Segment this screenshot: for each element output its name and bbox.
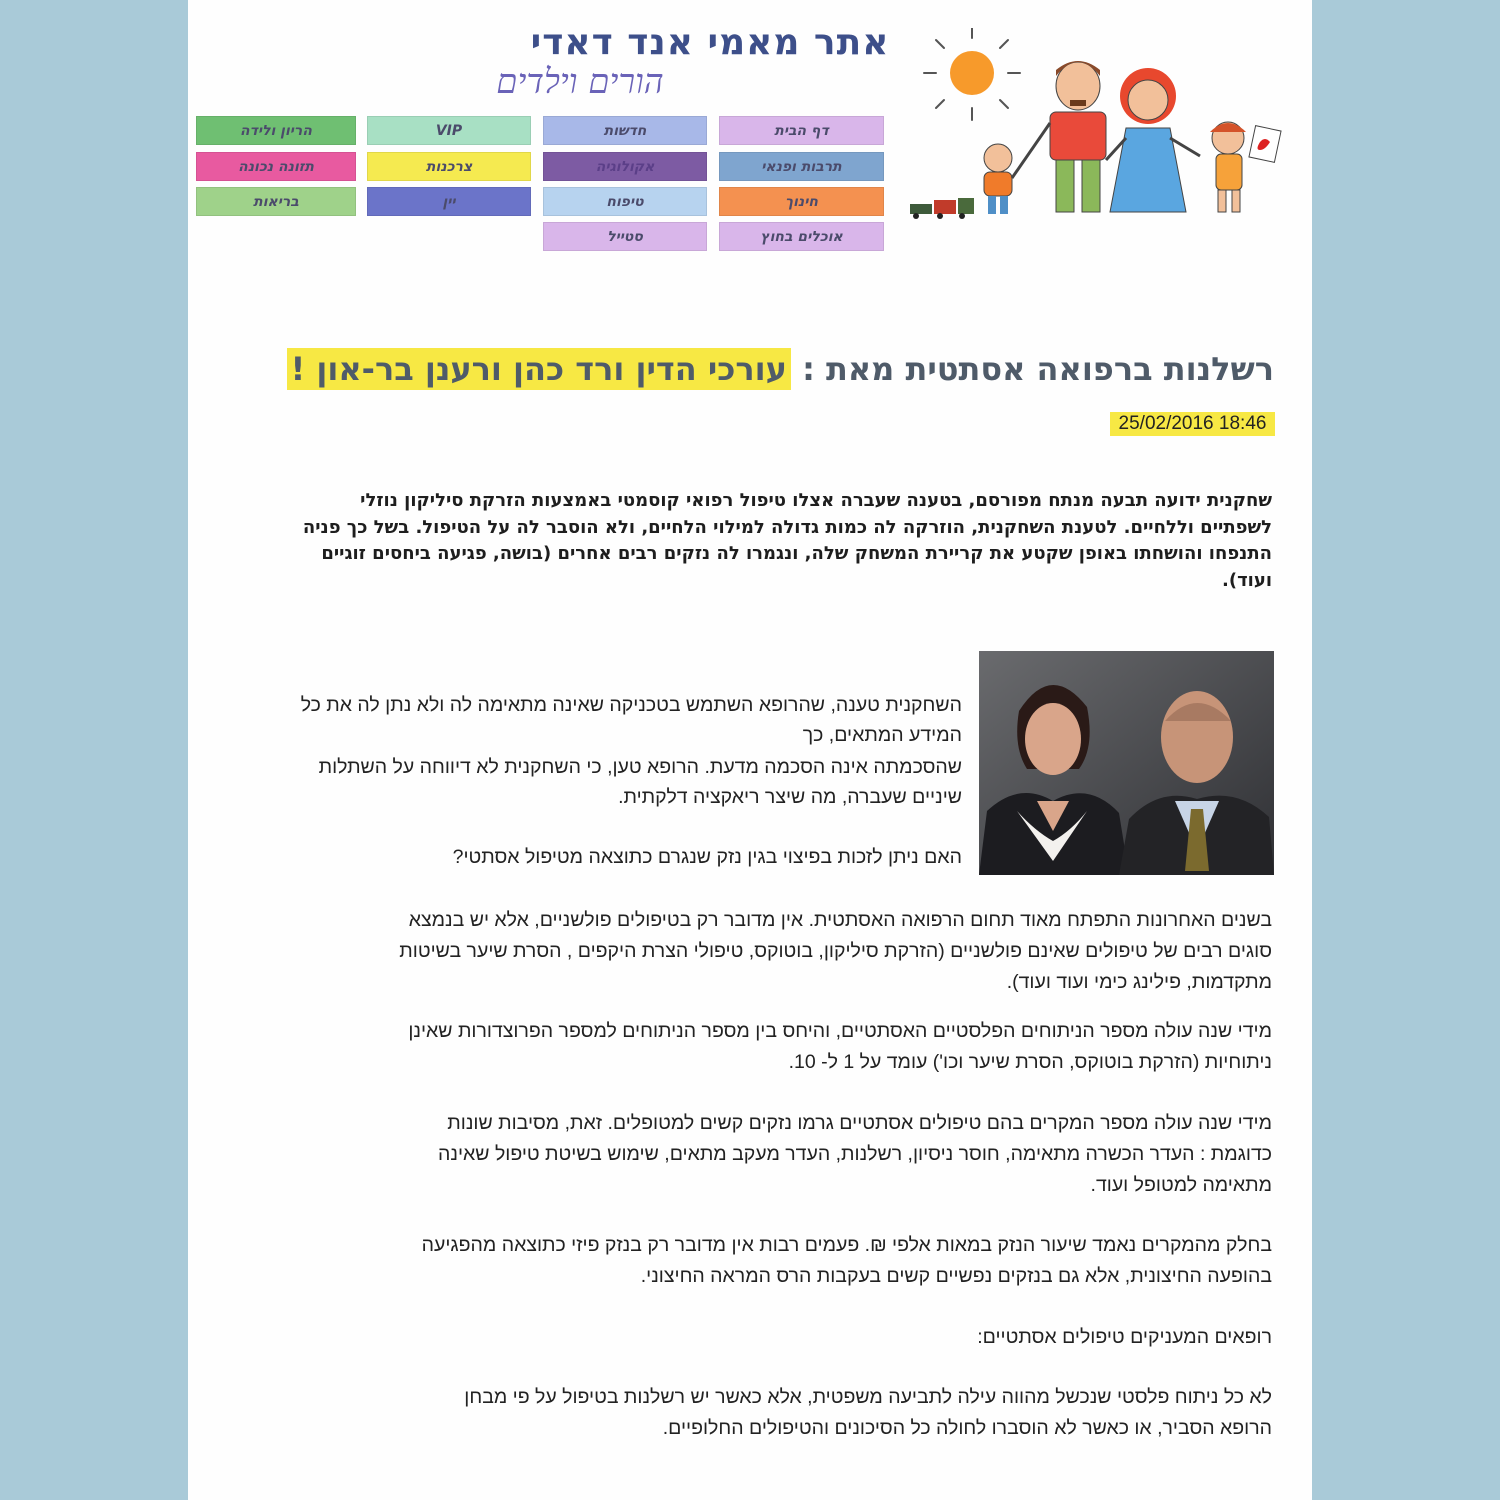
article-lead: שחקנית ידועה תבעה מנתח מפורסם, בטענה שעברה אצלו טיפול רפואי קוסמטי באמצעות הזרקת סיליקון נוזלי לשפתיים וללחיים. לטענת השחקנית, הוזרקה לה כמות גדולה למילוי הלחיים, ולא הוסבר לה על הטיפול. בשל כך פניה התנפחו והושחתו באופן שקטע את קריירת המשחק שלה, ונגמרו לה נזקים רבים אחרים (בושה, פגיעה ביחסים זוגיים ועוד). xyxy=(302,490,1272,591)
toy-train-icon xyxy=(910,198,974,219)
headline-prefix: רשלנות ברפואה אסתטית מאת : xyxy=(802,350,1274,388)
nav-grooming[interactable]: טיפוח xyxy=(543,187,707,216)
father-figure xyxy=(1012,61,1106,212)
headline-authors-highlight: עורכי הדין ורד כהן ורענן בר-און ! xyxy=(287,348,791,390)
subheading-doctors: רופאים המעניקים טיפולים אסתטיים: xyxy=(977,1326,1272,1348)
paragraph-damages-amount: בחלק מהמקרים נאמד שיעור הנזק במאות אלפי ₪. פעמים רבות אין מדובר רק בנזק פיזי כתוצאה מהפגיעה בהופעה החיצונית, אלא גם בנזקים נפשיים קשים בעקבות הרס המראה החיצוני. xyxy=(421,1234,1272,1287)
girl-figure xyxy=(1210,122,1281,212)
nav-wine[interactable]: יין xyxy=(367,187,531,216)
nav-style[interactable]: סטייל xyxy=(543,222,707,251)
mother-figure xyxy=(1106,68,1200,212)
article-date: 25/02/2016 18:46 xyxy=(1110,412,1275,436)
lawyers-photo xyxy=(979,651,1274,875)
article-headline xyxy=(288,350,1274,388)
nav-home[interactable]: דף הבית xyxy=(719,116,884,145)
paragraph-field-growth: בשנים האחרונות התפתח מאוד תחום הרפואה האסתטית. אין מדובר רק בטיפולים פולשניים, אלא יש בנמצא סוגים רבים של טיפולים שאינם פולשניים (הזרקת סיליקון, בוטוקס, טיפולי הצרת היקפים , הסרת שיער בשיטות מתקדמות, פילינג כימי ועוד ועוד). xyxy=(399,909,1272,993)
nav-vip[interactable]: VIP xyxy=(367,116,531,145)
paragraph-damages-causes: מידי שנה עולה מספר המקרים בהם טיפולים אסתטיים גרמו נזקים קשים למטופלים. זאת, מסיבות שונות כדוגמת : העדר הכשרה מתאימה, חוסר ניסיון, רשלנות, העדר מעקב מתאים, שימוש בשיטת טיפול שאינה מתאימה למטופל ועוד. xyxy=(438,1112,1272,1196)
nav-ecology[interactable]: אקולוגיה xyxy=(543,152,707,181)
nav-news[interactable]: חדשות xyxy=(543,116,707,145)
family-illustration xyxy=(900,28,1300,228)
nav-education[interactable]: חינוך xyxy=(719,187,884,216)
sun-icon xyxy=(924,28,1020,120)
site-title[interactable]: אתר מאמי אנד דאדי xyxy=(530,22,890,63)
question-heading: האם ניתן לזכות בפיצוי בגין נזק שנגרם כתוצאה מטיפול אסתטי? xyxy=(452,846,962,868)
baby-figure xyxy=(984,144,1012,214)
nav-eating-out[interactable]: אוכלים בחוץ xyxy=(719,222,884,251)
nav-health[interactable]: בריאות xyxy=(196,187,356,216)
paragraph-claim: השחקנית טענה, שהרופא השתמש בטכניקה שאינה מתאימה לה ולא נתן לה את כל המידע המתאים, כך xyxy=(300,694,962,746)
nav-nutrition[interactable]: תזונה נכונה xyxy=(196,152,356,181)
paragraph-statistics: מידי שנה עולה מספר הניתוחים הפלסטיים האסתטיים, והיחס בין מספר הניתוחים למספר הפרוצדורות שאינן ניתוחיות (הזרקת בוטוקס, הסרת שיער וכו') עומד על 1 ל- 10. xyxy=(408,1020,1272,1073)
nav-pregnancy-birth[interactable]: הריון ולידה xyxy=(196,116,356,145)
nav-culture-leisure[interactable]: תרבות ופנאי xyxy=(719,152,884,181)
site-subtitle: הורים וילדים xyxy=(496,62,664,102)
paragraph-negligence: לא כל ניתוח פלסטי שנכשל מהווה עילה לתביעה משפטית, אלא כאשר יש רשלנות בטיפול על פי מבחן הרופא הסביר, או כאשר לא הוסברו לחולה כל הסיכונים והטיפולים החלופיים. xyxy=(464,1386,1272,1439)
nav-consumerism[interactable]: צרכנות xyxy=(367,152,531,181)
paragraph-defense: שהסכמתה אינה הסכמה מדעת. הרופא טען, כי השחקנית לא דיווחה על השתלות שיניים שעברה, מה שיצר ריאקציה דלקתית. xyxy=(318,756,962,808)
